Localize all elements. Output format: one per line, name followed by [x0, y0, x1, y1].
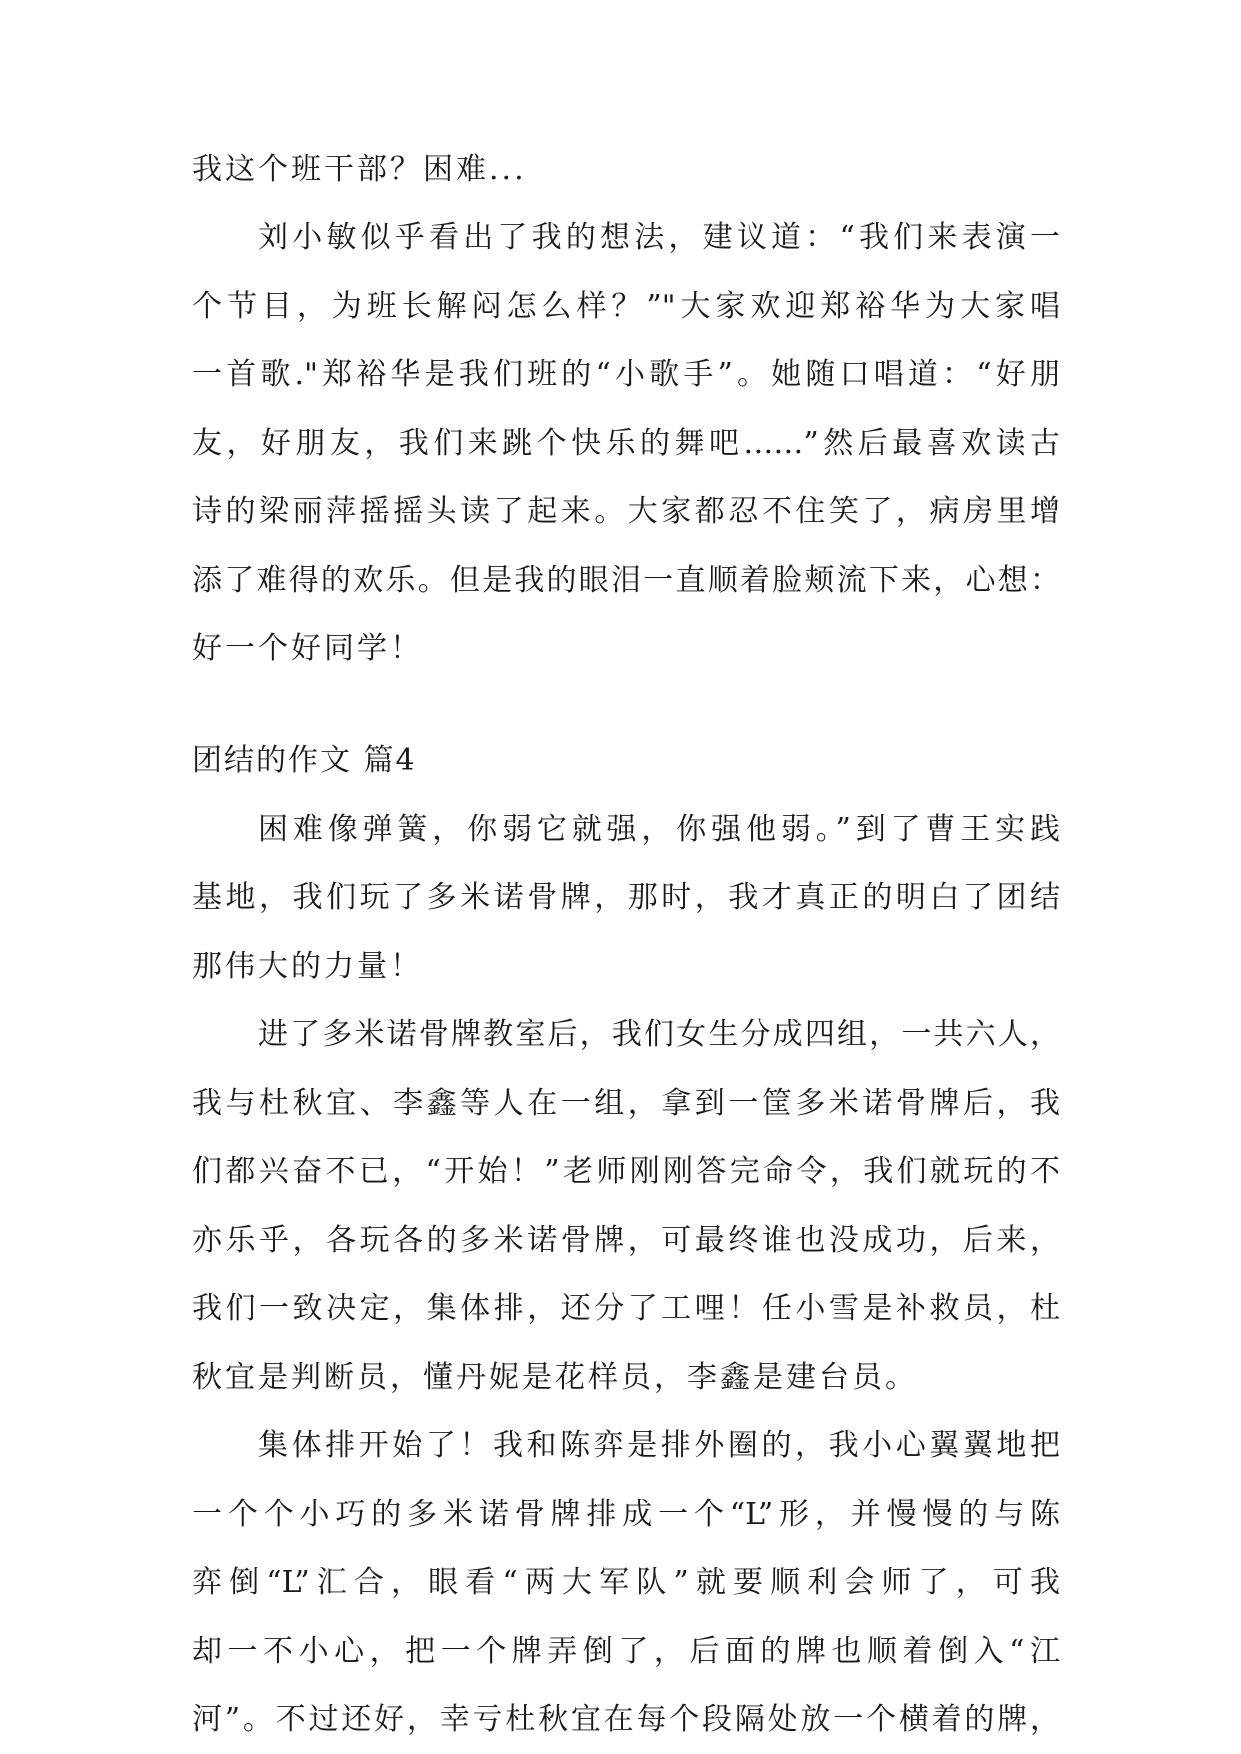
- text-line: 诗的梁丽萍摇摇头读了起来。大家都忍不住笑了，病房里增: [192, 494, 1060, 530]
- text-line: 那伟大的力量！: [192, 948, 423, 984]
- text-line: 添了难得的欢乐。但是我的眼泪一直顺着脸颊流下来，心想：: [192, 562, 1060, 598]
- text-line: 困难像弹簧，你弱它就强，你强他弱。”到了曹王实践: [258, 811, 1060, 847]
- section-title: 团结的作文 篇4: [192, 743, 417, 779]
- text-line: 进了多米诺骨牌教室后，我们女生分成四组，一共六人，: [258, 1017, 1060, 1053]
- text-line: 我们一致决定，集体排，还分了工哩！任小雪是补救员，杜: [192, 1291, 1060, 1326]
- text-line: 集体排开始了！我和陈弈是排外圈的，我小心翼翼地把: [258, 1428, 1060, 1463]
- text-line: 我这个班干部？困难...: [192, 152, 527, 187]
- text-line: 们都兴奋不已，“开始！”老师刚刚答完命令，我们就玩的不: [192, 1154, 1060, 1190]
- text-line: 刘小敏似乎看出了我的想法，建议道：“我们来表演一: [258, 220, 1060, 256]
- text-line: 河”。不过还好，幸亏杜秋宜在每个段隔处放一个横着的牌，: [192, 1702, 1060, 1737]
- text-line: 却一不小心，把一个牌弄倒了，后面的牌也顺着倒入“江: [192, 1633, 1060, 1669]
- text-line: 一首歌."郑裕华是我们班的“小歌手”。她随口唱道：“好朋: [192, 357, 1060, 393]
- text-line: 弈倒“L”汇合，眼看“两大军队”就要顺利会师了，可我: [192, 1565, 1060, 1600]
- text-line: 友，好朋友，我们来跳个快乐的舞吧……”然后最喜欢读古: [192, 425, 1060, 461]
- text-line: 我与杜秋宜、李鑫等人在一组，拿到一筐多米诺骨牌后，我: [192, 1085, 1060, 1121]
- text-line: 秋宜是判断员，懂丹妮是花样员，李鑫是建台员。: [192, 1359, 918, 1395]
- text-line: 亦乐乎，各玩各的多米诺骨牌，可最终谁也没成功，后来，: [192, 1222, 1060, 1258]
- text-line: 个节目，为班长解闷怎么样？”"大家欢迎郑裕华为大家唱: [192, 288, 1060, 324]
- text-line: 一个个小巧的多米诺骨牌排成一个“L”形，并慢慢的与陈: [192, 1496, 1060, 1532]
- text-line: 好一个好同学！: [192, 631, 423, 667]
- text-line: 基地，我们玩了多米诺骨牌，那时，我才真正的明白了团结: [192, 880, 1060, 916]
